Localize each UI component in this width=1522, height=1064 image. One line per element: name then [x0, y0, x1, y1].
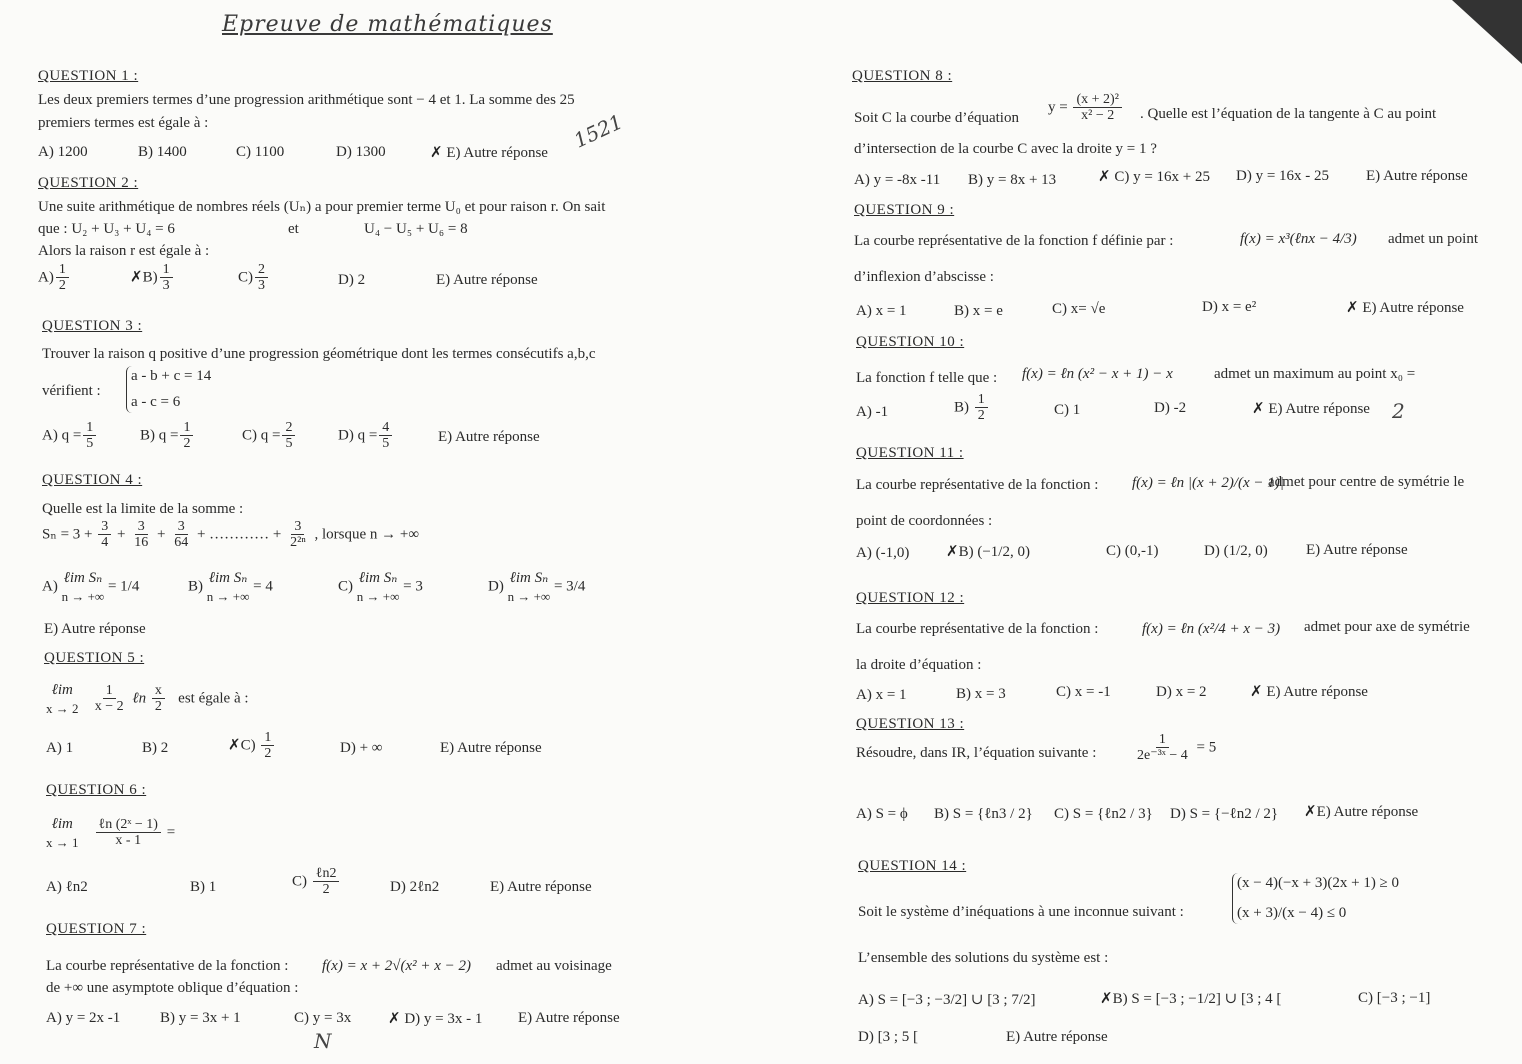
answer-b: B) S = {ℓn3 / 2} [934, 806, 1033, 822]
question-text: premiers termes est égale à : [38, 115, 209, 131]
question-header: QUESTION 6 : [46, 782, 147, 798]
answer-d: D) x = 2 [1156, 684, 1207, 700]
answer-e-checked: ✗ E) Autre réponse [1252, 399, 1370, 417]
answer-c: C) (0,-1) [1106, 543, 1159, 559]
function-expression: y = $\frac{\text{(x + 2)²}}{\text{x² − 2}}$ [1048, 92, 1124, 124]
answer-b: B) 1400 [138, 144, 187, 160]
series-expression: Sₙ = 3 + $\frac{3}{4}$ + $\frac{3}{16}$ + $\frac{3}{64}$ + ………… + $\frac{3}{\text{2²ⁿ}}$ , lorsque n → +∞ [42, 519, 420, 551]
question-text: Les deux premiers termes d’une progression arithmétique sont − 4 et 1. La somme des 25 [38, 92, 575, 108]
answer-b: B) ℓim Sₙ n → +∞ = 4 [188, 570, 273, 605]
check-mark-icon: ✗ [946, 542, 959, 560]
check-mark-icon: ✗ [430, 143, 443, 161]
answer-d: D) ℓim Sₙ n → +∞ = 3/4 [488, 570, 586, 605]
answer-c: C) $\frac{\text{ℓn2}}{2}$ [292, 866, 341, 898]
question-text: point de coordonnées : [856, 513, 993, 529]
handwritten-note: N [314, 1029, 332, 1053]
answer-d: D) q = $\frac{4}{5}$ [338, 420, 394, 452]
question-header: QUESTION 11 : [856, 445, 964, 461]
answer-a: A) ℓim Sₙ n → +∞ = 1/4 [42, 570, 140, 605]
answer-e-checked: ✗ E) Autre réponse [430, 143, 548, 161]
answer-a: A) $\frac{1}{2}$ [38, 262, 71, 294]
answer-d: D) S = {−ℓn2 / 2} [1170, 806, 1279, 822]
answer-a: A) S = [−3 ; −3/2] ∪ [3 ; 7/2] [858, 992, 1036, 1008]
question-text: et [288, 221, 299, 237]
question-text: admet un point [1388, 231, 1478, 247]
equation-expression: $\frac{1}{\text{2e⁻³ˣ − 4}}$ = 5 [1137, 732, 1217, 764]
question-header: QUESTION 3 : [42, 318, 143, 334]
answer-c: C) q = $\frac{2}{5}$ [242, 420, 297, 452]
function-expression: f(x) = ℓn (x²/4 + x − 3) [1142, 621, 1281, 637]
answer-b: B) 2 [142, 740, 169, 756]
answer-d: D) (1/2, 0) [1204, 543, 1268, 559]
inequation-system: (x − 4)(−x + 3)(2x + 1) ≥ 0 (x + 3)/(x − 4) ≤ 0 [1232, 873, 1399, 924]
question-text: . Quelle est l’équation de la tangente à C au point [1140, 106, 1437, 122]
answer-e: E) Autre réponse [440, 740, 542, 756]
check-mark-icon: ✗ [1250, 682, 1263, 700]
function-expression: f(x) = x³(ℓnx − 4/3) [1240, 231, 1357, 247]
answer-c: C) x = -1 [1056, 684, 1111, 700]
question-header: QUESTION 4 : [42, 472, 143, 488]
answer-a: A) y = -8x -11 [854, 172, 941, 188]
question-text: Alors la raison r est égale à : [38, 243, 210, 259]
check-mark-icon: ✗ [1304, 802, 1317, 820]
handwritten-note: 2 [1392, 399, 1405, 423]
check-mark-icon: ✗ [228, 735, 241, 754]
question-text: d’inflexion d’abscisse : [854, 269, 994, 285]
question-text: La courbe représentative de la fonction : [856, 621, 1099, 637]
check-mark-icon: ✗ [1346, 298, 1359, 316]
answer-e-checked: ✗ E) Autre réponse [1250, 682, 1368, 700]
question-text: La courbe représentative de la fonction : [46, 958, 289, 974]
answer-a: A) ℓn2 [46, 879, 88, 895]
answer-b: B) q = $\frac{1}{2}$ [140, 420, 195, 452]
question-header: QUESTION 1 : [38, 68, 139, 84]
answer-c: C) [−3 ; −1] [1358, 990, 1431, 1006]
answer-d: D) 2 [338, 272, 366, 288]
answer-e-checked: ✗E) Autre réponse [1304, 802, 1419, 820]
question-text: admet pour centre de symétrie le [1268, 474, 1465, 490]
answer-d: D) + ∞ [340, 740, 383, 756]
page-title: Epreuve de mathématiques [222, 12, 553, 37]
answer-c: C) $\frac{2}{3}$ [238, 262, 270, 294]
question-header: QUESTION 5 : [44, 650, 145, 666]
check-mark-icon: ✗ [1252, 399, 1265, 417]
answer-b: B) x = e [954, 303, 1003, 319]
answer-a: A) (-1,0) [856, 545, 910, 561]
question-header: QUESTION 14 : [858, 858, 967, 874]
function-expression: f(x) = ℓn (x² − x + 1) − x [1022, 366, 1173, 382]
answer-b: B) x = 3 [956, 686, 1006, 702]
answer-b: B) 1 [190, 879, 217, 895]
answer-c: C) y = 3x [294, 1010, 352, 1026]
answer-d: D) 2ℓn2 [390, 879, 440, 895]
answer-e-checked: ✗ E) Autre réponse [1346, 298, 1464, 316]
answer-a: A) 1200 [38, 144, 88, 160]
check-mark-icon: ✗ [388, 1009, 401, 1027]
equation-system: a - b + c = 14 a - c = 6 [126, 366, 211, 413]
answer-a: A) q = $\frac{1}{5}$ [42, 420, 98, 452]
answer-e: E) Autre réponse [1306, 542, 1408, 558]
handwritten-note: 1521 [570, 109, 627, 153]
question-text: admet pour axe de symétrie [1304, 619, 1470, 635]
question-text: d’intersection de la courbe C avec la droite y = 1 ? [854, 141, 1157, 157]
answer-c-checked: ✗C) $\frac{1}{2}$ [228, 730, 276, 762]
answer-a: A) -1 [856, 404, 889, 420]
answer-d-checked: ✗ D) y = 3x - 1 [388, 1009, 483, 1027]
answer-e: E) Autre réponse [436, 272, 538, 288]
answer-d: D) x = e² [1202, 299, 1257, 315]
scan-corner [1452, 0, 1522, 64]
check-mark-icon: ✗ [1098, 167, 1111, 185]
answer-b: B) $\frac{1}{2}$ [954, 392, 990, 424]
question-text: Soit le système d’inéquations à une inconnue suivant : [858, 904, 1184, 920]
question-text: Quelle est la limite de la somme : [42, 501, 244, 517]
question-text: vérifient : [42, 383, 101, 399]
question-header: QUESTION 13 : [856, 716, 965, 732]
question-text: Une suite arithmétique de nombres réels (Uₙ) a pour premier terme U₀ et pour raison r. On sait [38, 199, 606, 215]
answer-d: D) 1300 [336, 144, 386, 160]
function-expression: f(x) = x + 2√(x² + x − 2) [322, 958, 471, 974]
answer-e: E) Autre réponse [438, 429, 540, 445]
question-text: L’ensemble des solutions du système est : [858, 950, 1109, 966]
answer-c-checked: ✗ C) y = 16x + 25 [1098, 167, 1210, 185]
answer-b: B) y = 3x + 1 [160, 1010, 241, 1026]
function-expression: f(x) = ℓn |(x + 2)/(x − 1)| [1132, 475, 1284, 491]
answer-b-checked: ✗B) $\frac{1}{3}$ [130, 262, 175, 294]
question-header: QUESTION 8 : [852, 68, 953, 84]
answer-c: C) 1100 [236, 144, 285, 160]
answer-d: D) y = 16x - 25 [1236, 168, 1330, 184]
answer-e: E) Autre réponse [490, 879, 592, 895]
question-header: QUESTION 2 : [38, 175, 139, 191]
answer-e: E) Autre réponse [1366, 168, 1468, 184]
answer-c: C) 1 [1054, 402, 1081, 418]
answer-e: E) Autre réponse [1006, 1029, 1108, 1045]
answer-b-checked: ✗B) (−1/2, 0) [946, 542, 1030, 560]
answer-a: A) x = 1 [856, 687, 907, 703]
answer-c: C) x= √e [1052, 301, 1106, 317]
answer-a: A) 1 [46, 740, 74, 756]
answer-a: A) S = ϕ [856, 806, 908, 822]
answer-a: A) y = 2x -1 [46, 1010, 121, 1026]
answer-b: B) y = 8x + 13 [968, 172, 1057, 188]
limit-expression: ℓim x → 1 $\frac{\text{ℓn (2ˣ − 1)}}{x - 1}$ = [46, 816, 176, 851]
question-text: la droite d’équation : [856, 657, 982, 673]
question-header: QUESTION 12 : [856, 590, 965, 606]
answer-a: A) x = 1 [856, 303, 907, 319]
question-text: Résoudre, dans IR, l’équation suivante : [856, 745, 1097, 761]
limit-expression: ℓim x → 2 $\frac{1}{x - 2}$ ℓn $\frac{x}{2}$ est égale à : [46, 682, 249, 717]
check-mark-icon: ✗ [130, 267, 143, 286]
answer-c: C) ℓim Sₙ n → +∞ = 3 [338, 570, 423, 605]
question-text: Soit C la courbe d’équation [854, 110, 1019, 126]
answer-d: D) [3 ; 5 [ [858, 1029, 918, 1045]
answer-b-checked: ✗B) S = [−3 ; −1/2] ∪ [3 ; 4 [ [1100, 989, 1282, 1007]
question-header: QUESTION 7 : [46, 921, 147, 937]
question-text: La courbe représentative de la fonction : [856, 477, 1099, 493]
question-text: U₄ − U₅ + U₆ = 8 [364, 221, 468, 237]
question-text: Trouver la raison q positive d’une progression géométrique dont les termes consécutifs a,b,c [42, 346, 596, 362]
answer-c: C) S = {ℓn2 / 3} [1054, 806, 1153, 822]
answer-e: E) Autre réponse [518, 1010, 620, 1026]
question-text: La courbe représentative de la fonction f définie par : [854, 233, 1174, 249]
answer-e: E) Autre réponse [44, 621, 146, 637]
question-header: QUESTION 9 : [854, 202, 955, 218]
question-header: QUESTION 10 : [856, 334, 965, 350]
question-text: de +∞ une asymptote oblique d’équation : [46, 980, 299, 996]
question-text: admet au voisinage [496, 958, 612, 974]
question-text: admet un maximum au point x₀ = [1214, 366, 1416, 382]
question-text: La fonction f telle que : [856, 370, 998, 386]
answer-d: D) -2 [1154, 400, 1187, 416]
check-mark-icon: ✗ [1100, 989, 1113, 1007]
question-text: que : U₂ + U₃ + U₄ = 6 [38, 221, 175, 237]
